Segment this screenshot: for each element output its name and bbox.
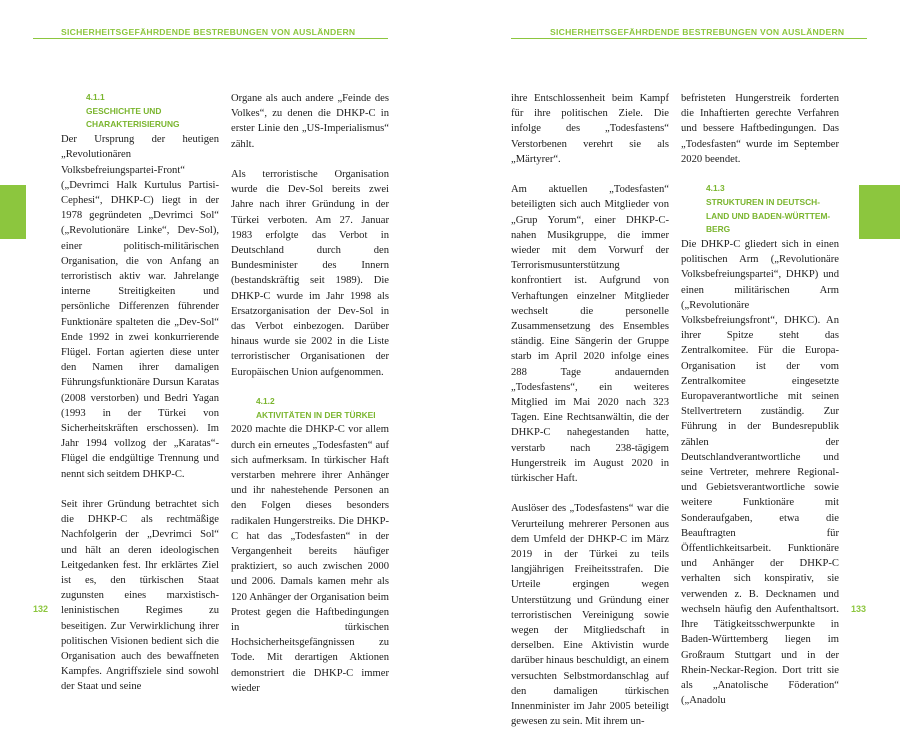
text-column-4 <box>681 91 839 724</box>
paragraph: Am aktuellen „Todesfasten“ beteiligten sich auch Mitglieder von „Grup Yorum“, einer DHKP-C-nahen Musikgruppe, die immer wieder mit dem Vorwurf der Terrorismusunterstützung konfrontiert ist. Aufgrund von Verhaftungen einzelner Mitglieder wechselt die personelle Zusammensetzung des Ensembles ständig. Eine Sängerin der Gruppe starb im April 2020 infolge eines 288 Tage andauernden „Todesfastens“, ein weiteres Mitglied im Mai 2020 nach 323 Tagen. Eine Rechtsanwältin, die der DHKP-C nahegestanden hatte, verstarb nach 238-tägigem Hungerstreik im August 2020 in türkischer Haft. <box>511 184 669 485</box>
section-title: STRUKTUREN IN DEUTSCH-LAND UND BADEN-WÜRTTEM-BERG <box>706 196 831 235</box>
paragraph: ihre Entschlossenheit beim Kampf für ihre politischen Ziele. Die infolge des „Todesfastens“ Verstorbenen verehrt sie als „Märtyrer“. <box>511 93 669 165</box>
chapter-tab-right <box>859 185 900 239</box>
header-rule-left <box>33 38 388 39</box>
page-number-right: 133 <box>851 604 867 614</box>
paragraph: Seit ihrer Gründung betrachtet sich die DHKP-C als rechtmäßige Nachfolgerin der „Devrimci Sol“ und hält an deren ideologischen Leitgedanken fest. Ihr erklärtes Ziel ist es, den türkischen Staat zugunsten eines marxistisch-leninistischen Regimes zu beseitigen. Zur Verwirklichung ihrer politischen Visionen bedient sich die Organisation auch des bewaffneten Kampfes. Angriffsziele sind sowohl der Staat und seine <box>61 498 219 693</box>
paragraph: 2020 machte die DHKP-C vor allem durch ein erneutes „Todesfasten“ auf sich aufmerksam. In türkischer Haft verstarben mehrere ihrer Anhänger und ihr nahestehende Personen an den Folgen dieses besonders radikalen Hungerstreiks. Die DHKP-C hat das „Todesfasten“ in der Vergangenheit bereits häufiger praktiziert, so auch zwischen 2000 und 2006. Damals kamen mehr als 120 Anhänger der Organisation beim Protest gegen die Haftbedingungen in türkischen Hochsicherheitsgefängnissen zu Tode. Mit derartigen Aktionen demonstriert die DHKP-C immer wieder <box>231 424 389 694</box>
section-title: AKTIVITÄTEN IN DER TÜRKEI <box>256 409 376 420</box>
running-header-left: SICHERHEITSGEFÄHRDENDE BESTREBUNGEN VON AUSLÄNDERN <box>61 27 356 37</box>
section-heading-4-1-2 <box>231 395 389 422</box>
section-number: 4.1.3 <box>706 183 725 194</box>
chapter-tab-left <box>0 185 26 239</box>
section-heading-4-1-3 <box>681 182 839 237</box>
section-number: 4.1.2 <box>256 396 275 407</box>
paragraph: Die DHKP-C gliedert sich in einen politischen Arm („Revolutionäre Volksbefreiungspartei“, DHKP) und einen militärischen Arm („Revolutionäre Volksbefreiungsfront“, DHKC). An ihrer Spitze steht das Zentralkomitee. Für die Europa-Organisation ist der vom Zentralkomitee eingesetzte Europaverantwortliche mit seinen Stellvertretern zuständig. Zur Führung in der Bundesrepublik zählen der Deutschlandverantwortliche und seine Vertreter, mehrere Regional- und Gebietsverantwortliche sowie weitere Funktionäre mit Sonderaufgaben, etwa die Beauftragten für Öffentlichkeitsarbeit. Funktionäre und Anhänger der DHKP-C verhalten sich konspirativ, sie verwenden z. B. Decknamen und wechseln häufig den Aufenthaltsort. Ihre Tätigkeitsschwerpunkte in Baden-Württemberg liegen im Großraum Stuttgart und in der Rhein-Neckar-Region. Dort tritt sie als „Anatolische Föderation“ („Anadolu <box>681 239 839 707</box>
section-heading-4-1-1 <box>61 91 219 132</box>
section-number: 4.1.1 <box>86 92 105 102</box>
paragraph: Als terroristische Organisation wurde die Dev-Sol bereits zwei Jahre nach ihrer Gründung in der Türkei verboten. Am 27. Januar 1983 erfolgte das Verbot in Deutschland durch den Bundesminister des Innern (bestandskräftig seit 1989). Die DHKP-C wurde im Jahr 1998 als Ersatzorganisation der Dev-Sol in das Verbot einbezogen. Darüber hinaus wurde sie 2002 in die Liste terroristischer Organisationen der Europäischen Union aufgenommen. <box>231 169 389 378</box>
text-column-1 <box>61 91 219 710</box>
text-column-2 <box>231 91 389 711</box>
paragraph: befristeten Hungerstreik forderten die Inhaftierten gerechte Verfahren und bessere Haftbedingungen. Das „Todesfasten“ wurde im September 2020 beendet. <box>681 93 839 165</box>
text-column-3 <box>511 91 669 745</box>
page-number-left: 132 <box>33 604 49 614</box>
paragraph: Der Ursprung der heutigen „Revolutionären Volksbefreiungspartei-Front“ („Devrimci Halk Kurtulus Partisi-Cephesi“, DHKP-C) liegt in der 1978 gegründeten „Devrimci Sol“ („Revolutionäre Linke“, Dev-Sol), einer politisch-militärischen Organisation, die von Anfang an terroristisch aktiv war. Jahrelange interne Streitigkeiten und persönliche Differenzen führender Funktionäre spalteten die „Dev-Sol“ Ende 1992 in zwei konkurrierende Flügel. Fortan agierten diese unter den Namen ihrer damaligen Führungsfunktionäre Dursun Karatas (2008 verstorben) und Bedri Yagan (1993 in der Türkei von Sicherheitskräften erschossen). Im Jahr 1994 vollzog der „Karatas“-Flügel die endgültige Trennung und nennt sich seitdem DHKP-C. <box>61 134 219 480</box>
paragraph: Organe als auch andere „Feinde des Volkes“, zu denen die DHKP-C in erster Linie den „US-Imperialismus“ zählt. <box>231 93 389 150</box>
paragraph: Auslöser des „Todesfastens“ war die Verurteilung mehrerer Personen aus dem Umfeld der DHKP-C im März 2019 in der Türkei zu teils langjährigen Freiheitsstrafen. Die Urteile ergingen wegen Unterstützung und Gründung einer terroristischen Vereinigung sowie wegen der Mitgliedschaft in derselben. Eine Aktivistin wurde darüber hinaus beschuldigt, an einem versuchten Selbstmordanschlag auf den damaligen türkischen Innenminister im Jahr 2005 beteiligt gewesen zu sein. Mit ihrem un- <box>511 503 669 728</box>
section-title: GESCHICHTE UND CHARAKTERISIERUNG <box>86 105 180 130</box>
running-header-right: SICHERHEITSGEFÄHRDENDE BESTREBUNGEN VON AUSLÄNDERN <box>550 27 845 37</box>
header-rule-right <box>511 38 867 39</box>
